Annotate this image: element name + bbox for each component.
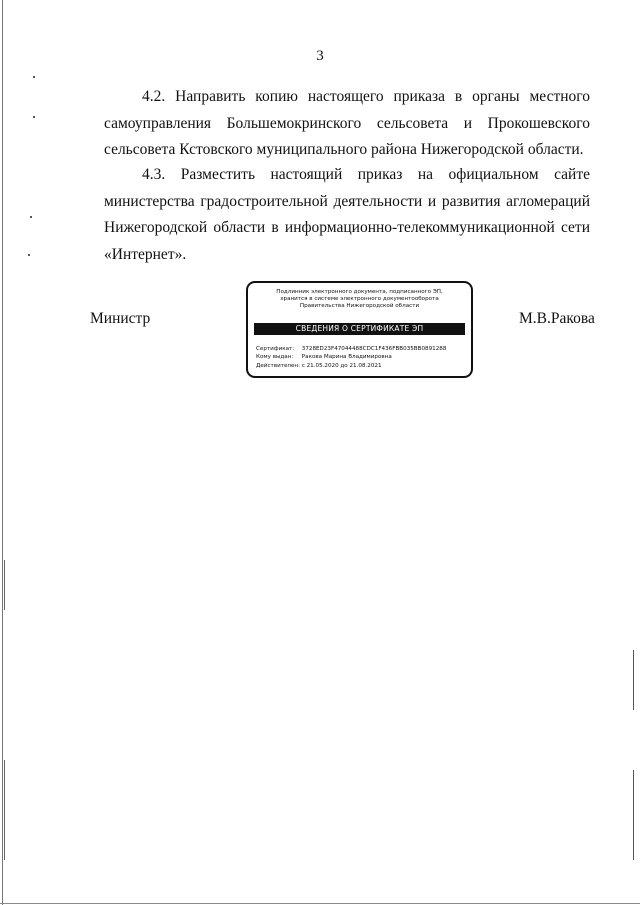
- scan-dot: [33, 116, 35, 118]
- certificate-row: [256, 345, 465, 353]
- paragraph-4-2-text: 4.2. Направить копию настоящего приказа в органы местного самоуправления Большемокринского сельсовета и Прокошевского сельсовета Кстовского муниципального района Нижегородской области.: [104, 88, 590, 158]
- scan-mark-right: [633, 650, 634, 710]
- stamp-note-line: Подлинник электронного документа, подписанного ЭП,: [276, 289, 443, 295]
- signer-name: М.В.Ракова: [519, 310, 595, 327]
- scan-mark-left: [4, 760, 5, 860]
- paragraph-4-3-text: 4.3. Разместить настоящий приказ на официальном сайте министерства градостроительной деятельности и развития агломераций Нижегородской области в информационно-телекоммуникационной сети «Интернет».: [104, 166, 590, 263]
- valid-row: [256, 362, 465, 370]
- paragraph-4-3: [104, 162, 590, 268]
- issued-to-value: Ракова Марина Владимировна: [301, 354, 392, 361]
- stamp-note: [248, 289, 471, 311]
- scan-mark-left: [4, 560, 5, 610]
- certificate-label: Сертификат:: [256, 346, 295, 352]
- issued-to-label: Кому выдан:: [256, 354, 294, 361]
- signer-title: Министр: [90, 310, 151, 327]
- paragraph-4-2: [104, 84, 590, 164]
- scan-dot: [30, 216, 32, 218]
- page-number: 3: [316, 48, 324, 64]
- scan-mark-right: [633, 770, 634, 860]
- valid-label: Действителен:: [256, 362, 300, 369]
- electronic-signature-stamp: [246, 281, 473, 378]
- valid-value: с 21.05.2020 до 21.08.2021: [301, 362, 382, 369]
- scan-dot: [28, 254, 30, 256]
- stamp-note-line: Правительства Нижегородской области: [299, 303, 420, 310]
- stamp-details: [256, 345, 465, 370]
- scan-edge-bottom: [0, 903, 640, 904]
- issued-to-row: [256, 353, 465, 361]
- scan-edge-left: [2, 0, 3, 905]
- certificate-value: 3728ED23F47044488CDC1F436FBB035BB0891288: [301, 346, 447, 352]
- stamp-header: СВЕДЕНИЯ О СЕРТИФИКАТЕ ЭП: [254, 323, 465, 335]
- scan-dot: [33, 76, 35, 78]
- stamp-note-line: хранится в системе электронного документооборота: [280, 296, 439, 303]
